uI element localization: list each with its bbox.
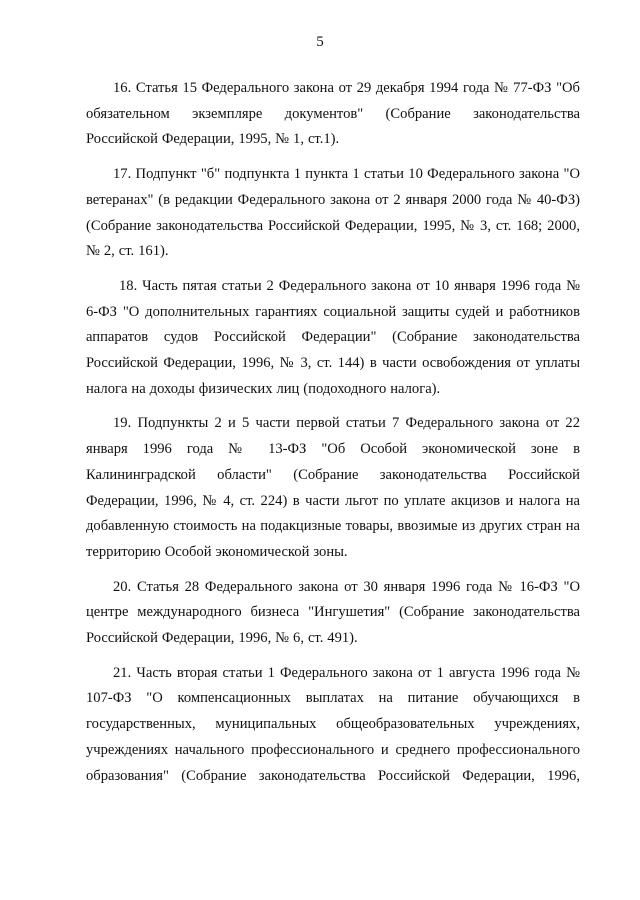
paragraph-17: 17. Подпункт "б" подпункта 1 пункта 1 статьи 10 Федерального закона "О ветеранах" (в редакции Федерального закона от 2 января 2000 года № 40-ФЗ) (Собрание законодательства Российской Федерации, 1995, № 3, ст. 168; 2000, № 2, ст. 161). [86,166,580,260]
paragraph-16: 16. Статья 15 Федерального закона от 29 декабря 1994 года № 77-ФЗ "Об обязательном экземпляре документов" (Собрание законодательства Российской Федерации, 1995, № 1, ст.1). [86,80,580,148]
paragraph-19: 19. Подпункты 2 и 5 части первой статьи 7 Федерального закона от 22 января 1996 года № 13-ФЗ "Об Особой экономической зоне в Калининградской области" (Собрание законодательства Российской Федерации, 1996, № 4, ст. 224) в части льгот по уплате акцизов и налога на добавленную стоимость на подакцизные товары, ввозимые из других стран на территорию Особой экономической зоны. [86,415,580,560]
paragraph-20: 20. Статья 28 Федерального закона от 30 января 1996 года № 16-ФЗ "О центре международного бизнеса "Ингушетия" (Собрание законодательства Российской Федерации, 1996, № 6, ст. 491). [86,578,580,647]
document-body [86,76,580,798]
paragraph-18: 18. Часть пятая статьи 2 Федерального закона от 10 января 1996 года № 6-ФЗ "О дополнительных гарантиях социальной защиты судей и работников аппаратов судов Российской Федерации" (Собрание законодательства Российской Федерации, 1996, № 3, ст. 144) в части освобождения от уплаты налога на доходы физических лиц (подоходного налога). [86,277,580,397]
paragraph-21: 21. Часть вторая статьи 1 Федерального закона от 1 августа 1996 года № 107-ФЗ "О компенсационных выплатах на питание обучающихся в государственных, муниципальных общеобразовательных учреждениях, учреждениях начального профессионального и среднего профессионального образования" (Собрание законодательства Российской Федерации, 1996, [86,664,580,784]
page-number: 5 [316,34,324,50]
